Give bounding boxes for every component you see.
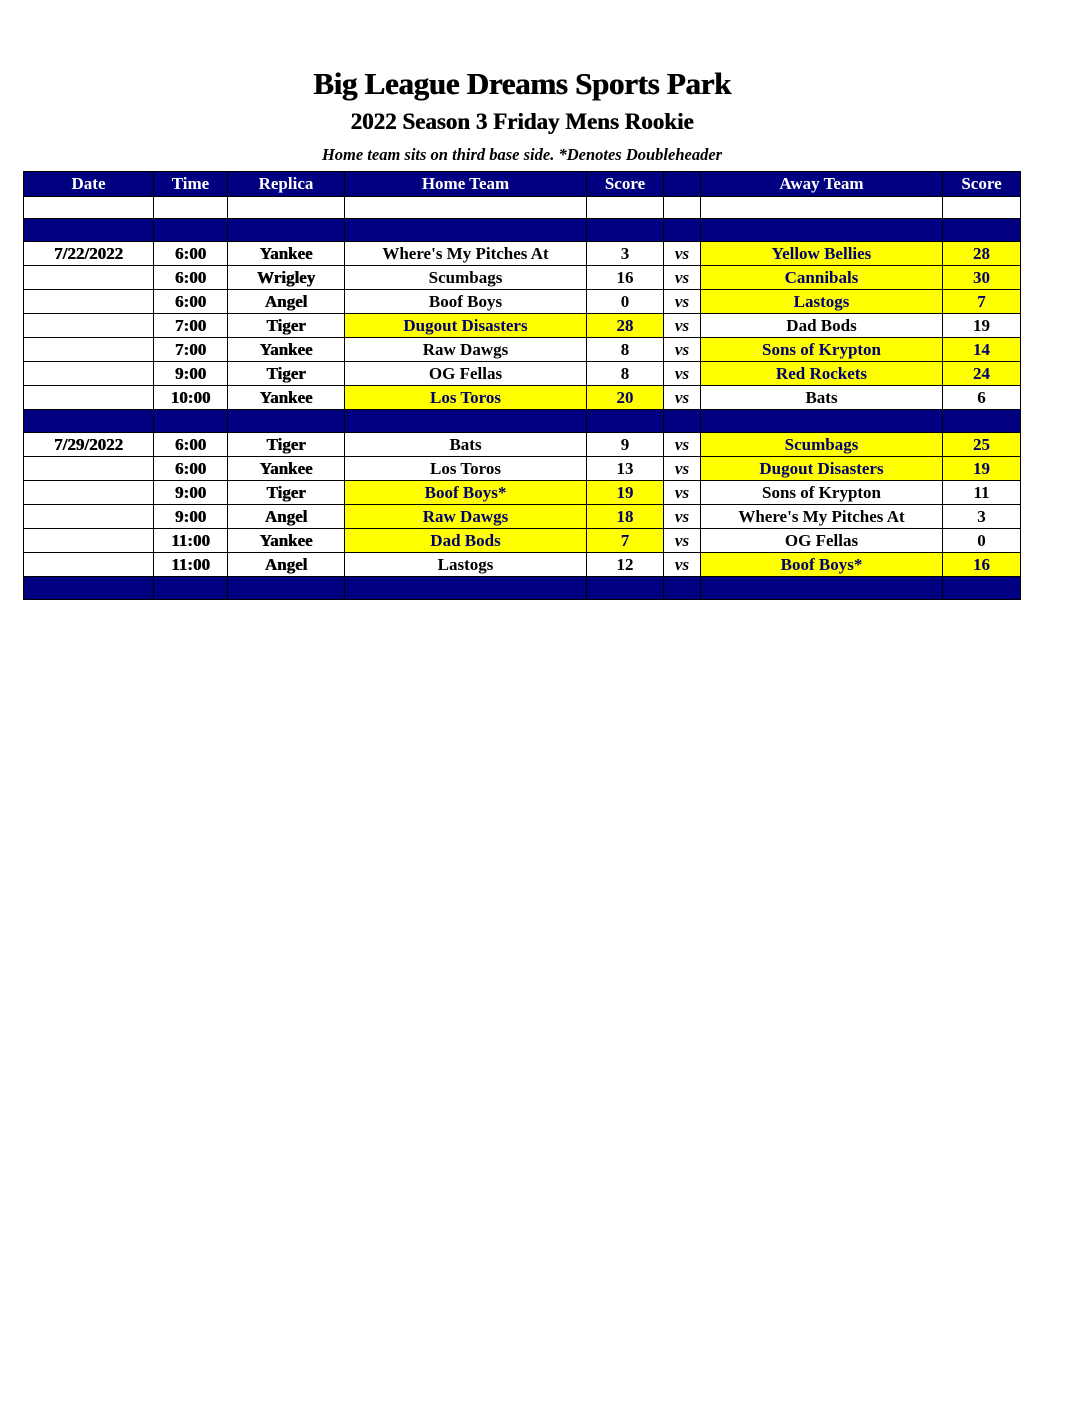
game-date bbox=[24, 362, 154, 386]
home-team: Bats bbox=[345, 433, 587, 457]
home-team: Boof Boys bbox=[345, 290, 587, 314]
week-separator-cell bbox=[664, 577, 701, 600]
away-score: 11 bbox=[943, 481, 1021, 505]
week-separator-cell bbox=[664, 219, 701, 242]
blank-row-cell bbox=[154, 197, 228, 219]
home-team: Lastogs bbox=[345, 553, 587, 577]
game-date bbox=[24, 505, 154, 529]
week-separator-cell bbox=[154, 410, 228, 433]
game-replica: Tiger bbox=[228, 314, 345, 338]
away-score: 3 bbox=[943, 505, 1021, 529]
blank-row-cell bbox=[943, 197, 1021, 219]
col-date: Date bbox=[24, 172, 154, 197]
col-vs bbox=[664, 172, 701, 197]
col-home-team: Home Team bbox=[345, 172, 587, 197]
game-date bbox=[24, 529, 154, 553]
vs-label: vs bbox=[664, 481, 701, 505]
away-score: 14 bbox=[943, 338, 1021, 362]
col-away-score: Score bbox=[943, 172, 1021, 197]
page-subtitle: 2022 Season 3 Friday Mens Rookie bbox=[350, 109, 694, 134]
game-replica: Yankee bbox=[228, 529, 345, 553]
home-score: 0 bbox=[587, 290, 664, 314]
game-time: 11:00 bbox=[154, 529, 228, 553]
col-replica: Replica bbox=[228, 172, 345, 197]
vs-label: vs bbox=[664, 433, 701, 457]
home-team: Dad Bods bbox=[345, 529, 587, 553]
away-score: 7 bbox=[943, 290, 1021, 314]
week-separator-cell bbox=[345, 577, 587, 600]
game-row bbox=[24, 386, 1021, 410]
game-row bbox=[24, 362, 1021, 386]
home-team: Los Toros bbox=[345, 386, 587, 410]
vs-label: vs bbox=[664, 314, 701, 338]
game-time: 6:00 bbox=[154, 266, 228, 290]
week-separator-cell bbox=[587, 219, 664, 242]
week-separator-cell bbox=[345, 410, 587, 433]
game-row bbox=[24, 457, 1021, 481]
game-row bbox=[24, 433, 1021, 457]
game-replica: Yankee bbox=[228, 386, 345, 410]
blank-row-cell bbox=[24, 197, 154, 219]
game-date bbox=[24, 338, 154, 362]
game-replica: Wrigley bbox=[228, 266, 345, 290]
week-separator-cell bbox=[587, 577, 664, 600]
week-separator-cell bbox=[24, 410, 154, 433]
game-replica: Angel bbox=[228, 290, 345, 314]
game-replica: Yankee bbox=[228, 338, 345, 362]
away-team: Bats bbox=[701, 386, 943, 410]
home-team: Los Toros bbox=[345, 457, 587, 481]
game-date: 7/29/2022 bbox=[24, 433, 154, 457]
blank-row bbox=[24, 197, 1021, 219]
schedule-note: Home team sits on third base side. *Denotes Doubleheader bbox=[321, 145, 723, 164]
week-separator-cell bbox=[154, 219, 228, 242]
game-replica: Yankee bbox=[228, 457, 345, 481]
week-separator-cell bbox=[228, 219, 345, 242]
home-score: 28 bbox=[587, 314, 664, 338]
game-date bbox=[24, 553, 154, 577]
game-time: 7:00 bbox=[154, 338, 228, 362]
blank-row-cell bbox=[701, 197, 943, 219]
game-row bbox=[24, 481, 1021, 505]
week-separator-cell bbox=[587, 410, 664, 433]
week-separator bbox=[24, 577, 1021, 600]
vs-label: vs bbox=[664, 338, 701, 362]
away-team: Cannibals bbox=[701, 266, 943, 290]
home-score: 18 bbox=[587, 505, 664, 529]
col-away-team: Away Team bbox=[701, 172, 943, 197]
away-team: Boof Boys* bbox=[701, 553, 943, 577]
home-team: Raw Dawgs bbox=[345, 505, 587, 529]
home-score: 13 bbox=[587, 457, 664, 481]
game-row bbox=[24, 266, 1021, 290]
home-team: Boof Boys* bbox=[345, 481, 587, 505]
week-separator bbox=[24, 219, 1021, 242]
away-team: Red Rockets bbox=[701, 362, 943, 386]
week-separator-cell bbox=[701, 219, 943, 242]
week-separator-cell bbox=[154, 577, 228, 600]
week-separator-cell bbox=[943, 410, 1021, 433]
game-date bbox=[24, 457, 154, 481]
game-time: 6:00 bbox=[154, 433, 228, 457]
away-team: Lastogs bbox=[701, 290, 943, 314]
away-score: 30 bbox=[943, 266, 1021, 290]
game-time: 9:00 bbox=[154, 505, 228, 529]
home-score: 8 bbox=[587, 338, 664, 362]
game-date bbox=[24, 481, 154, 505]
week-separator-cell bbox=[228, 577, 345, 600]
home-score: 3 bbox=[587, 242, 664, 266]
away-team: Dad Bods bbox=[701, 314, 943, 338]
home-score: 12 bbox=[587, 553, 664, 577]
blank-row-cell bbox=[664, 197, 701, 219]
game-row bbox=[24, 338, 1021, 362]
vs-label: vs bbox=[664, 266, 701, 290]
game-time: 6:00 bbox=[154, 290, 228, 314]
home-team: Where's My Pitches At bbox=[345, 242, 587, 266]
home-team: Raw Dawgs bbox=[345, 338, 587, 362]
page-title: Big League Dreams Sports Park bbox=[313, 66, 731, 101]
away-team: OG Fellas bbox=[701, 529, 943, 553]
away-team: Scumbags bbox=[701, 433, 943, 457]
vs-label: vs bbox=[664, 242, 701, 266]
home-score: 16 bbox=[587, 266, 664, 290]
week-separator-cell bbox=[664, 410, 701, 433]
blank-row-cell bbox=[345, 197, 587, 219]
game-row bbox=[24, 529, 1021, 553]
away-score: 0 bbox=[943, 529, 1021, 553]
game-row bbox=[24, 314, 1021, 338]
game-time: 9:00 bbox=[154, 362, 228, 386]
header-row bbox=[24, 172, 1021, 197]
vs-label: vs bbox=[664, 362, 701, 386]
game-row bbox=[24, 242, 1021, 266]
week-separator-cell bbox=[24, 577, 154, 600]
game-replica: Tiger bbox=[228, 433, 345, 457]
game-date bbox=[24, 290, 154, 314]
blank-row-cell bbox=[587, 197, 664, 219]
away-team: Yellow Bellies bbox=[701, 242, 943, 266]
vs-label: vs bbox=[664, 386, 701, 410]
game-date bbox=[24, 386, 154, 410]
game-time: 7:00 bbox=[154, 314, 228, 338]
home-team: Dugout Disasters bbox=[345, 314, 587, 338]
week-separator-cell bbox=[701, 577, 943, 600]
home-team: Scumbags bbox=[345, 266, 587, 290]
game-time: 11:00 bbox=[154, 553, 228, 577]
away-score: 19 bbox=[943, 314, 1021, 338]
vs-label: vs bbox=[664, 505, 701, 529]
game-row bbox=[24, 290, 1021, 314]
vs-label: vs bbox=[664, 553, 701, 577]
game-time: 6:00 bbox=[154, 242, 228, 266]
week-separator-cell bbox=[345, 219, 587, 242]
col-home-score: Score bbox=[587, 172, 664, 197]
vs-label: vs bbox=[664, 290, 701, 314]
away-score: 6 bbox=[943, 386, 1021, 410]
vs-label: vs bbox=[664, 529, 701, 553]
home-score: 9 bbox=[587, 433, 664, 457]
week-separator-cell bbox=[943, 219, 1021, 242]
away-score: 28 bbox=[943, 242, 1021, 266]
game-time: 10:00 bbox=[154, 386, 228, 410]
game-replica: Yankee bbox=[228, 242, 345, 266]
game-replica: Tiger bbox=[228, 362, 345, 386]
away-score: 16 bbox=[943, 553, 1021, 577]
game-replica: Angel bbox=[228, 553, 345, 577]
away-team: Sons of Krypton bbox=[701, 481, 943, 505]
game-replica: Angel bbox=[228, 505, 345, 529]
away-score: 24 bbox=[943, 362, 1021, 386]
away-team: Sons of Krypton bbox=[701, 338, 943, 362]
vs-label: vs bbox=[664, 457, 701, 481]
week-separator-cell bbox=[228, 410, 345, 433]
game-time: 6:00 bbox=[154, 457, 228, 481]
home-score: 8 bbox=[587, 362, 664, 386]
away-team: Where's My Pitches At bbox=[701, 505, 943, 529]
away-score: 25 bbox=[943, 433, 1021, 457]
game-row bbox=[24, 553, 1021, 577]
blank-row-cell bbox=[228, 197, 345, 219]
col-time: Time bbox=[154, 172, 228, 197]
home-score: 20 bbox=[587, 386, 664, 410]
home-score: 7 bbox=[587, 529, 664, 553]
game-date bbox=[24, 314, 154, 338]
game-date bbox=[24, 266, 154, 290]
game-time: 9:00 bbox=[154, 481, 228, 505]
week-separator-cell bbox=[943, 577, 1021, 600]
home-score: 19 bbox=[587, 481, 664, 505]
away-team: Dugout Disasters bbox=[701, 457, 943, 481]
away-score: 19 bbox=[943, 457, 1021, 481]
game-date: 7/22/2022 bbox=[24, 242, 154, 266]
game-replica: Tiger bbox=[228, 481, 345, 505]
game-row bbox=[24, 505, 1021, 529]
week-separator-cell bbox=[24, 219, 154, 242]
home-team: OG Fellas bbox=[345, 362, 587, 386]
week-separator bbox=[24, 410, 1021, 433]
schedule-table bbox=[23, 171, 1021, 600]
week-separator-cell bbox=[701, 410, 943, 433]
